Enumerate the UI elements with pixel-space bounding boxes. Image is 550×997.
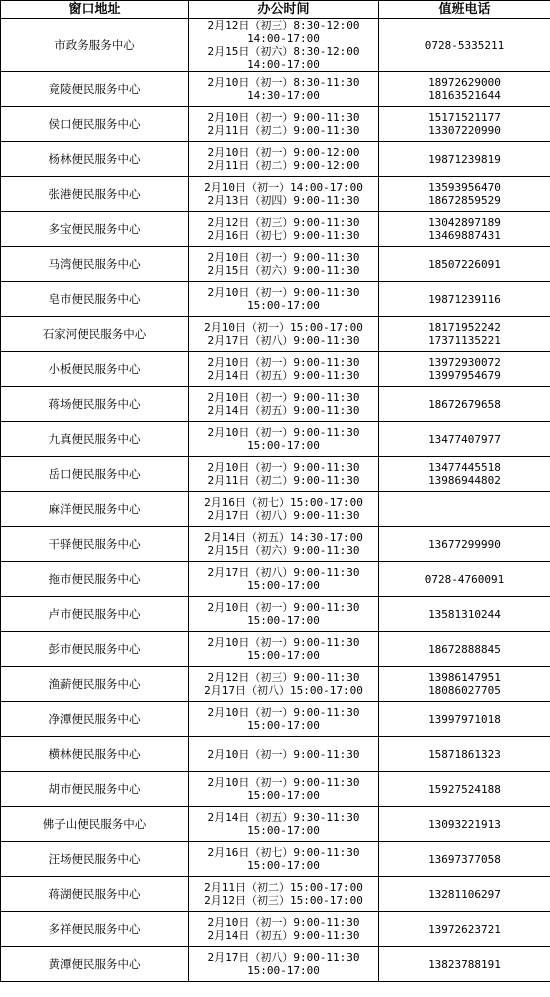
- hours-cell: [189, 842, 379, 877]
- hours-line: 2月14日（初五）9:00-11:30: [207, 404, 360, 417]
- hours-line: 2月10日（初一）9:00-11:30: [207, 776, 360, 789]
- location-cell: 竟陵便民服务中心: [1, 72, 189, 107]
- phone-number: 13997971018: [428, 712, 501, 726]
- phone-number: 13477445518: [428, 461, 501, 474]
- hours-cell: [189, 457, 379, 492]
- hours-line: 15:00-17:00: [247, 649, 320, 662]
- hours-cell: [189, 877, 379, 912]
- hours-cell: [189, 142, 379, 177]
- table-row: [1, 457, 550, 492]
- table-row: [1, 247, 550, 282]
- phone-number: 15927524188: [428, 782, 501, 796]
- hours-line: 2月11日（初二）9:00-11:30: [207, 124, 360, 137]
- location-cell: 横林便民服务中心: [1, 737, 189, 772]
- hours-line: 2月14日（初五）9:00-11:30: [207, 369, 360, 382]
- phone-cell: [379, 19, 550, 72]
- table-row: [1, 387, 550, 422]
- phone-number: 13972623721: [428, 922, 501, 936]
- hours-cell: [189, 212, 379, 247]
- phone-number: 13477407977: [428, 432, 501, 446]
- phone-cell: [379, 667, 550, 702]
- hours-line: 2月10日（初一）15:00-17:00: [204, 321, 363, 334]
- hours-line: 2月15日（初六）9:00-11:30: [207, 544, 360, 557]
- hours-line: 15:00-17:00: [247, 299, 320, 312]
- hours-line: 2月17日（初八）9:00-11:30: [207, 509, 360, 522]
- phone-number: 18507226091: [428, 257, 501, 271]
- phone-cell: [379, 317, 550, 352]
- phone-number: 18972629000: [428, 76, 501, 89]
- hours-cell: [189, 107, 379, 142]
- hours-cell: [189, 72, 379, 107]
- phone-cell: [379, 282, 550, 317]
- hours-line: 2月10日（初一）9:00-11:30: [207, 461, 360, 474]
- header-row: [1, 1, 550, 19]
- table-row: [1, 422, 550, 457]
- location-cell: 九真便民服务中心: [1, 422, 189, 457]
- phone-cell: [379, 772, 550, 807]
- hours-cell: [189, 737, 379, 772]
- location-cell: 杨林便民服务中心: [1, 142, 189, 177]
- table-row: [1, 807, 550, 842]
- phone-number: 18672859529: [428, 194, 501, 207]
- phone-number: 18672888845: [428, 642, 501, 656]
- location-cell: 拖市便民服务中心: [1, 562, 189, 597]
- hours-line: 2月17日（初八）9:00-11:30: [207, 334, 360, 347]
- phone-number: 18171952242: [428, 321, 501, 334]
- hours-line: 2月10日（初一）9:00-11:30: [207, 286, 360, 299]
- header-hours: 办公时间: [189, 1, 379, 19]
- phone-number: 17371135221: [428, 334, 501, 347]
- location-cell: 干驿便民服务中心: [1, 527, 189, 562]
- phone-cell: [379, 877, 550, 912]
- location-cell: 汪场便民服务中心: [1, 842, 189, 877]
- hours-line: 2月10日（初一）9:00-11:30: [207, 601, 360, 614]
- header-phone: 值班电话: [379, 1, 550, 19]
- hours-line: 2月10日（初一）9:00-11:30: [207, 356, 360, 369]
- location-cell: 蒋场便民服务中心: [1, 387, 189, 422]
- phone-number: 13823788191: [428, 957, 501, 971]
- hours-line: 2月16日（初七）15:00-17:00: [204, 496, 363, 509]
- hours-line: 2月16日（初七）9:00-11:30: [207, 229, 360, 242]
- location-cell: 黄潭便民服务中心: [1, 947, 189, 982]
- hours-line: 2月17日（初八）9:00-11:30: [207, 566, 360, 579]
- hours-line: 14:30-17:00: [247, 89, 320, 102]
- hours-line: 2月13日（初四）9:00-11:30: [207, 194, 360, 207]
- table-row: [1, 947, 550, 982]
- hours-cell: [189, 632, 379, 667]
- hours-cell: [189, 947, 379, 982]
- hours-cell: [189, 912, 379, 947]
- phone-cell: [379, 352, 550, 387]
- phone-number: 13581310244: [428, 607, 501, 621]
- hours-line: 2月12日（初三）8:30-12:00: [207, 19, 360, 32]
- phone-number: 13972930072: [428, 356, 501, 369]
- hours-line: 2月14日（初五）9:00-11:30: [207, 929, 360, 942]
- hours-line: 2月14日（初五）9:30-11:30: [207, 811, 360, 824]
- hours-line: 2月10日（初一）9:00-11:30: [207, 916, 360, 929]
- phone-number: 19871239819: [428, 152, 501, 166]
- hours-cell: [189, 317, 379, 352]
- location-cell: 净潭便民服务中心: [1, 702, 189, 737]
- hours-line: 2月17日（初八）9:00-11:30: [207, 951, 360, 964]
- phone-number: 15171521177: [428, 111, 501, 124]
- table-row: [1, 667, 550, 702]
- hours-line: 14:00-17:00: [247, 58, 320, 71]
- phone-number: 13593956470: [428, 181, 501, 194]
- hours-line: 2月10日（初一）9:00-11:30: [207, 426, 360, 439]
- hours-cell: [189, 352, 379, 387]
- phone-cell: [379, 177, 550, 212]
- location-cell: 佛子山便民服务中心: [1, 807, 189, 842]
- phone-number: 19871239116: [428, 292, 501, 306]
- table-row: [1, 737, 550, 772]
- hours-line: 15:00-17:00: [247, 579, 320, 592]
- location-cell: 彭市便民服务中心: [1, 632, 189, 667]
- phone-cell: [379, 737, 550, 772]
- location-cell: 市政务服务中心: [1, 19, 189, 72]
- phone-cell: [379, 212, 550, 247]
- table-row: [1, 19, 550, 72]
- hours-cell: [189, 702, 379, 737]
- location-cell: 多祥便民服务中心: [1, 912, 189, 947]
- hours-cell: [189, 387, 379, 422]
- hours-line: 2月12日（初三）9:00-11:30: [207, 671, 360, 684]
- hours-line: 15:00-17:00: [247, 719, 320, 732]
- table-row: [1, 562, 550, 597]
- hours-cell: [189, 527, 379, 562]
- table-row: [1, 702, 550, 737]
- location-cell: 蒋湖便民服务中心: [1, 877, 189, 912]
- hours-line: 2月12日（初三）15:00-17:00: [204, 894, 363, 907]
- table-row: [1, 632, 550, 667]
- location-cell: 张港便民服务中心: [1, 177, 189, 212]
- table-row: [1, 842, 550, 877]
- hours-line: 2月11日（初二）9:00-12:00: [207, 159, 360, 172]
- phone-cell: [379, 457, 550, 492]
- hours-line: 2月10日（初一）9:00-11:30: [207, 747, 360, 761]
- table-row: [1, 912, 550, 947]
- phone-cell: [379, 597, 550, 632]
- hours-cell: [189, 282, 379, 317]
- hours-cell: [189, 492, 379, 527]
- table-row: [1, 107, 550, 142]
- hours-line: 15:00-17:00: [247, 824, 320, 837]
- table-row: [1, 772, 550, 807]
- hours-line: 2月16日（初七）9:00-11:30: [207, 846, 360, 859]
- hours-cell: [189, 807, 379, 842]
- phone-cell: [379, 527, 550, 562]
- location-cell: 皂市便民服务中心: [1, 282, 189, 317]
- phone-number: 0728-5335211: [424, 38, 505, 52]
- phone-number: 13986944802: [428, 474, 501, 487]
- hours-line: 2月10日（初一）9:00-11:30: [207, 251, 360, 264]
- phone-cell: [379, 807, 550, 842]
- phone-cell: [379, 142, 550, 177]
- phone-number: 15871861323: [428, 747, 501, 761]
- phone-cell: [379, 107, 550, 142]
- hours-line: 2月17日（初八）15:00-17:00: [204, 684, 363, 697]
- hours-line: 2月10日（初一）9:00-11:30: [207, 391, 360, 404]
- phone-number: 13697377058: [428, 852, 501, 866]
- phone-number: 13093221913: [428, 817, 501, 831]
- location-cell: 岳口便民服务中心: [1, 457, 189, 492]
- table-row: [1, 177, 550, 212]
- location-cell: 侯口便民服务中心: [1, 107, 189, 142]
- phone-cell: [379, 912, 550, 947]
- phone-cell: [379, 562, 550, 597]
- phone-number: 0728-4760091: [424, 572, 505, 586]
- phone-number: 13281106297: [428, 887, 501, 901]
- hours-line: 15:00-17:00: [247, 614, 320, 627]
- hours-cell: [189, 667, 379, 702]
- location-cell: 多宝便民服务中心: [1, 212, 189, 247]
- hours-cell: [189, 562, 379, 597]
- location-cell: 麻洋便民服务中心: [1, 492, 189, 527]
- location-cell: 渔薪便民服务中心: [1, 667, 189, 702]
- table-row: [1, 142, 550, 177]
- hours-line: 2月10日（初一）9:00-11:30: [207, 706, 360, 719]
- phone-number: 13307220990: [428, 124, 501, 137]
- phone-cell: [379, 702, 550, 737]
- hours-line: 2月10日（初一）9:00-12:00: [207, 146, 360, 159]
- phone-cell: [379, 492, 550, 527]
- hours-line: 2月10日（初一）9:00-11:30: [207, 111, 360, 124]
- hours-line: 2月15日（初六）9:00-11:30: [207, 264, 360, 277]
- hours-line: 2月10日（初一）9:00-11:30: [207, 636, 360, 649]
- hours-cell: [189, 19, 379, 72]
- phone-cell: [379, 422, 550, 457]
- phone-number: 13677299990: [428, 537, 501, 551]
- table-row: [1, 282, 550, 317]
- hours-cell: [189, 247, 379, 282]
- table-row: [1, 597, 550, 632]
- table-row: [1, 527, 550, 562]
- hours-line: 15:00-17:00: [247, 789, 320, 802]
- hours-cell: [189, 422, 379, 457]
- phone-number: 13042897189: [428, 216, 501, 229]
- phone-number: 18086027705: [428, 684, 501, 697]
- table-row: [1, 212, 550, 247]
- hours-line: 2月15日（初六）8:30-12:00: [207, 45, 360, 58]
- hours-line: 15:00-17:00: [247, 439, 320, 452]
- hours-line: 2月10日（初一）14:00-17:00: [204, 181, 363, 194]
- hours-line: 2月10日（初一）8:30-11:30: [207, 76, 360, 89]
- phone-cell: [379, 632, 550, 667]
- phone-number: 13986147951: [428, 671, 501, 684]
- hours-line: 2月12日（初三）9:00-11:30: [207, 216, 360, 229]
- phone-cell: [379, 72, 550, 107]
- phone-number: 18672679658: [428, 397, 501, 411]
- hours-line: 2月11日（初二）9:00-11:30: [207, 474, 360, 487]
- phone-number: 13469887431: [428, 229, 501, 242]
- header-location: 窗口地址: [1, 1, 189, 19]
- table-row: [1, 317, 550, 352]
- phone-cell: [379, 387, 550, 422]
- phone-cell: [379, 947, 550, 982]
- location-cell: 石家河便民服务中心: [1, 317, 189, 352]
- location-cell: 马湾便民服务中心: [1, 247, 189, 282]
- phone-cell: [379, 247, 550, 282]
- location-cell: 卢市便民服务中心: [1, 597, 189, 632]
- location-cell: 小板便民服务中心: [1, 352, 189, 387]
- hours-cell: [189, 177, 379, 212]
- hours-line: 2月14日（初五）14:30-17:00: [204, 531, 363, 544]
- hours-line: 15:00-17:00: [247, 964, 320, 977]
- table-row: [1, 492, 550, 527]
- hours-line: 15:00-17:00: [247, 859, 320, 872]
- location-cell: 胡市便民服务中心: [1, 772, 189, 807]
- table-row: [1, 877, 550, 912]
- hours-cell: [189, 597, 379, 632]
- table-row: [1, 352, 550, 387]
- hours-line: 2月11日（初二）15:00-17:00: [204, 881, 363, 894]
- hours-cell: [189, 772, 379, 807]
- phone-number: 13997954679: [428, 369, 501, 382]
- hours-line: 14:00-17:00: [247, 32, 320, 45]
- table-row: [1, 72, 550, 107]
- phone-cell: [379, 842, 550, 877]
- phone-number: 18163521644: [428, 89, 501, 102]
